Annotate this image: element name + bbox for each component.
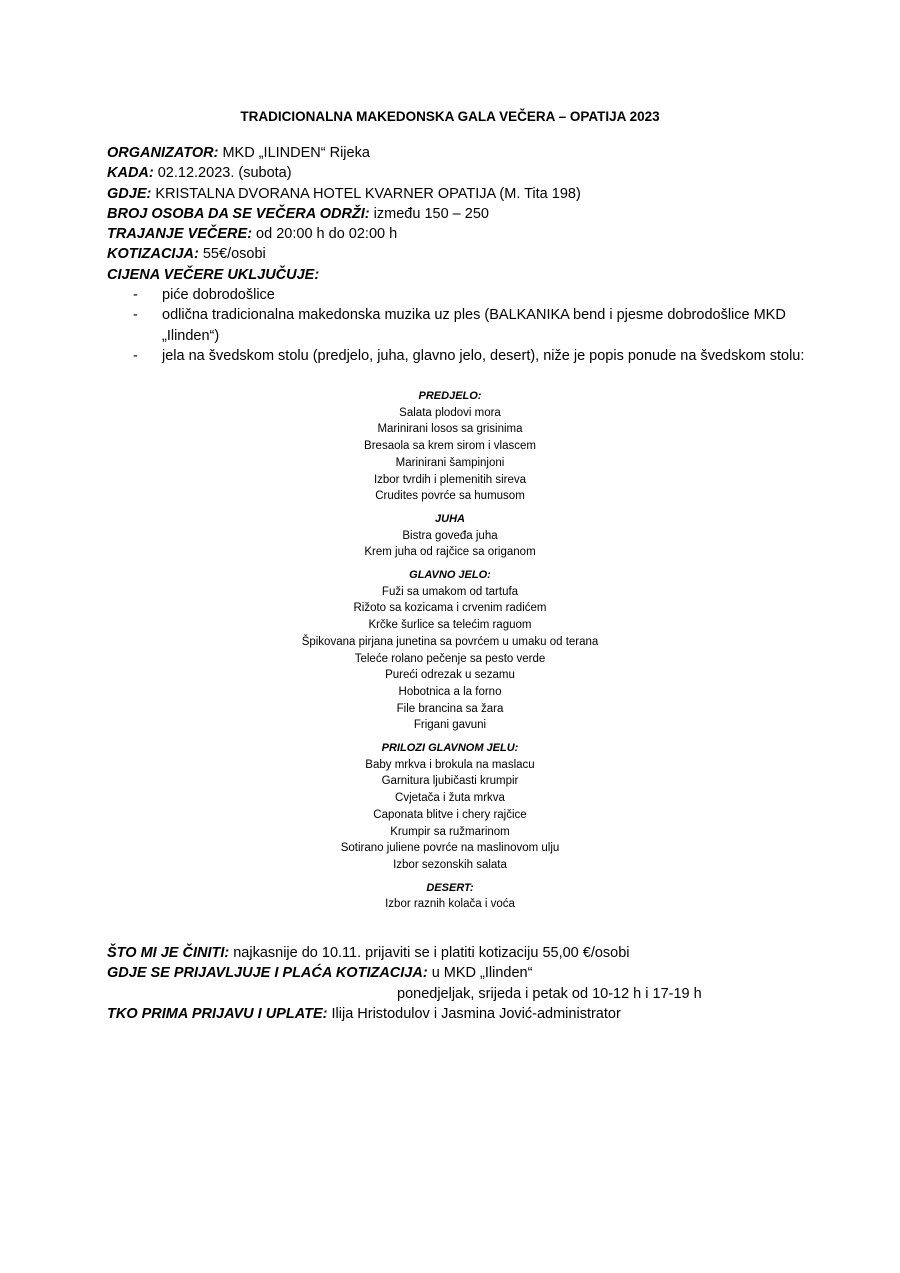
info-value: 55€/osobi	[198, 246, 266, 263]
footer-value: Ilija Hristodulov i Jasmina Jović-administrator	[327, 1005, 621, 1022]
menu-section-prilozi	[0, 740, 900, 874]
menu-item: Krčke šurlice sa telećim raguom	[368, 619, 532, 632]
event-info	[107, 143, 827, 366]
info-label: BROJ OSOBA DA SE VEČERA ODRŽI:	[107, 205, 370, 222]
info-organizator	[107, 143, 827, 163]
info-label: CIJENA VEČERE UKLJUČUJE:	[107, 266, 320, 283]
menu-item: Bresaola sa krem sirom i vlascem	[364, 440, 536, 453]
menu-item: Baby mrkva i brokula na maslacu	[365, 758, 535, 771]
menu-item: Sotirano juliene povrće na maslinovom ulju	[340, 842, 560, 855]
footer-label: ŠTO MI JE ČINITI:	[107, 945, 230, 961]
info-gdje	[107, 184, 827, 204]
menu-item: Pureći odrezak u sezamu	[385, 669, 515, 682]
menu-heading: PRILOZI GLAVNOM JELU:	[381, 742, 519, 755]
menu-item: File brancina sa žara	[396, 702, 504, 715]
info-label: ORGANIZATOR:	[107, 145, 219, 161]
menu-item: Salata plodovi mora	[399, 406, 501, 419]
info-kada	[107, 163, 827, 183]
list-item	[107, 285, 812, 305]
includes-list	[107, 285, 827, 366]
info-value: 02.12.2023. (subota)	[153, 165, 292, 182]
info-label: KOTIZACIJA:	[107, 246, 199, 263]
menu-item: Hobotnica a la forno	[398, 685, 502, 698]
info-kotizacija	[107, 244, 827, 264]
info-value: KRISTALNA DVORANA HOTEL KVARNER OPATIJA (M. Tita 198)	[151, 185, 581, 202]
registration-info	[107, 943, 827, 1024]
dash-bullet-icon: -	[133, 307, 138, 324]
buffet-menu	[0, 388, 900, 919]
document-title: TRADICIONALNA MAKEDONSKA GALA VEČERA – OPATIJA 2023	[240, 109, 660, 124]
menu-item: Izbor sezonskih salata	[393, 858, 507, 871]
menu-section-glavno-jelo	[0, 567, 900, 734]
menu-heading: PREDJELO:	[418, 390, 482, 402]
info-value: od 20:00 h do 02:00 h	[252, 226, 398, 243]
menu-item: Krem juha od rajčice sa origanom	[364, 546, 536, 559]
info-label: GDJE:	[107, 185, 152, 202]
info-label: TRAJANJE VEČERE:	[107, 226, 253, 243]
footer-tko	[107, 1004, 827, 1024]
footer-label: TKO PRIMA PRIJAVU I UPLATE:	[107, 1005, 328, 1022]
menu-heading: GLAVNO JELO:	[409, 569, 491, 582]
footer-hours: ponedjeljak, srijeda i petak od 10-12 h i 17-19 h	[397, 985, 702, 1002]
list-item	[107, 305, 812, 346]
menu-item: Cvjetača i žuta mrkva	[395, 792, 505, 805]
menu-item: Krumpir sa ružmarinom	[390, 825, 510, 838]
menu-heading: JUHA	[435, 512, 465, 525]
dash-bullet-icon: -	[133, 347, 138, 364]
menu-section-desert	[0, 880, 900, 913]
menu-heading: DESERT:	[426, 881, 474, 894]
menu-item: Rižoto sa kozicama i crvenim radićem	[353, 602, 547, 615]
menu-item: Bistra goveđa juha	[402, 529, 498, 542]
menu-item: Marinirani losos sa grisinima	[377, 423, 523, 436]
footer-value: u MKD „Ilinden“	[427, 965, 533, 982]
info-broj-osoba	[107, 204, 827, 224]
menu-item: Marinirani šampinjoni	[395, 456, 505, 469]
menu-item: Izbor tvrdih i plemenitih sireva	[373, 473, 527, 486]
menu-section-juha	[0, 511, 900, 561]
menu-item: Špikovana pirjana junetina sa povrćem u umaku od terana	[301, 635, 599, 648]
footer-gdje	[107, 963, 827, 983]
list-item	[107, 346, 812, 366]
menu-item: Frigani gavuni	[413, 719, 487, 732]
list-item-text: odlična tradicionalna makedonska muzika uz ples (BALKANIKA bend i pjesme dobrodošlice MKD „Ilinden“)	[162, 307, 786, 344]
footer-label: GDJE SE PRIJAVLJUJE I PLAĆA KOTIZACIJA:	[107, 965, 428, 982]
info-cijena	[107, 265, 827, 285]
menu-item: Teleće rolano pečenje sa pesto verde	[354, 652, 546, 665]
footer-value: najkasnije do 10.11. prijaviti se i platiti kotizaciju 55,00 €/osobi	[229, 945, 630, 961]
info-value: između 150 – 250	[369, 205, 489, 222]
info-value: MKD „ILINDEN“ Rijeka	[218, 145, 370, 161]
menu-item: Fuži sa umakom od tartufa	[381, 585, 519, 598]
info-trajanje	[107, 224, 827, 244]
menu-item: Garnitura ljubičasti krumpir	[381, 775, 519, 788]
menu-item: Izbor raznih kolača i voća	[385, 898, 515, 911]
dash-bullet-icon: -	[133, 287, 138, 304]
menu-section-predjelo	[0, 388, 900, 505]
menu-item: Crudites povrće sa humusom	[375, 490, 525, 503]
footer-sto	[107, 943, 827, 963]
list-item-text: jela na švedskom stolu (predjelo, juha, glavno jelo, desert), niže je popis ponude na švedskom stolu:	[162, 347, 805, 364]
info-label: KADA:	[107, 165, 154, 182]
list-item-text: piće dobrodošlice	[162, 287, 275, 304]
menu-item: Caponata blitve i chery rajčice	[373, 808, 527, 821]
